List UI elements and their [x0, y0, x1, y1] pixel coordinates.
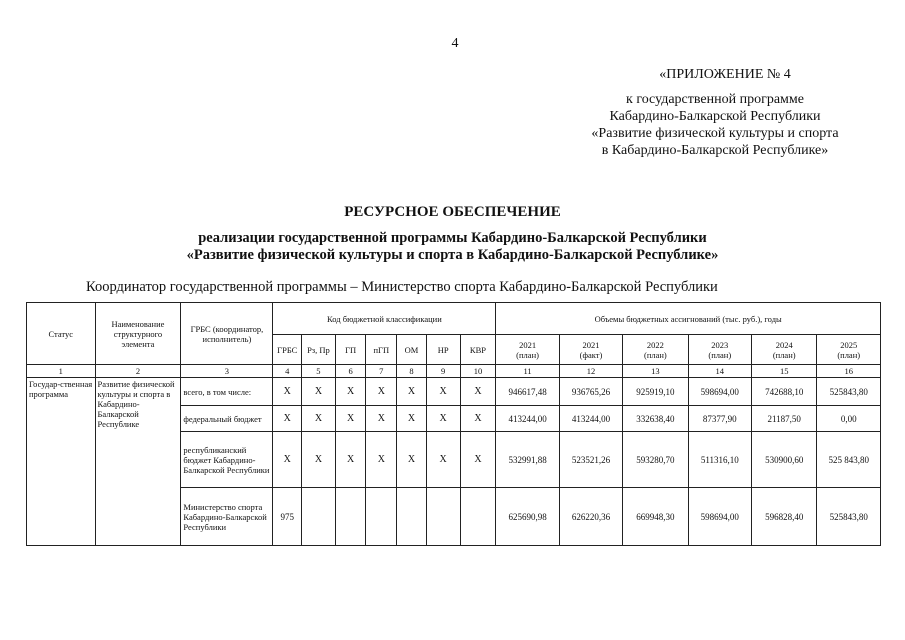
year-label: 2021	[582, 339, 600, 350]
code-cell: Х	[366, 378, 397, 406]
column-number: 11	[496, 365, 559, 378]
column-number: 13	[623, 365, 688, 378]
value-cell: 593280,70	[623, 432, 688, 488]
code-col-header: ГРБС	[273, 335, 302, 365]
value-cell: 532991,88	[496, 432, 559, 488]
header-status: Статус	[27, 303, 96, 365]
code-col-header: пГП	[366, 335, 397, 365]
header-volumes: Объемы бюджетных ассигнований (тыс. руб.), годы	[496, 303, 881, 335]
year-col-header	[688, 335, 751, 365]
code-col-header: ОМ	[397, 335, 427, 365]
code-cell	[426, 488, 460, 546]
column-number: 6	[335, 365, 366, 378]
annex-title: «ПРИЛОЖЕНИЕ № 4	[659, 67, 791, 82]
column-number: 14	[688, 365, 751, 378]
table-row	[27, 378, 881, 406]
code-cell: Х	[366, 432, 397, 488]
code-cell: Х	[302, 432, 336, 488]
code-cell: Х	[335, 378, 366, 406]
code-col-header: КВР	[460, 335, 496, 365]
code-cell: Х	[397, 406, 427, 432]
header-element-name: Наименование структурного элемента	[95, 303, 181, 365]
year-label: 2021	[519, 339, 537, 350]
year-label: 2023	[711, 339, 729, 350]
code-cell: Х	[335, 432, 366, 488]
value-cell: 598694,00	[688, 378, 751, 406]
code-cell: Х	[426, 432, 460, 488]
code-cell: Х	[426, 406, 460, 432]
column-number: 7	[366, 365, 397, 378]
code-cell	[366, 488, 397, 546]
year-kind: (план)	[643, 349, 667, 360]
year-col-header	[496, 335, 559, 365]
value-cell: 530900,60	[751, 432, 816, 488]
value-cell: 925919,10	[623, 378, 688, 406]
annex-line: Кабардино-Балкарской Республики	[609, 109, 821, 124]
column-number: 15	[751, 365, 816, 378]
document-subtitle	[0, 230, 905, 264]
value-cell: 87377,90	[688, 406, 751, 432]
column-number: 1	[27, 365, 96, 378]
code-col-header: ГП	[335, 335, 366, 365]
column-number: 2	[95, 365, 181, 378]
year-col-header	[751, 335, 816, 365]
grbs-cell: всего, в том числе:	[181, 378, 273, 406]
value-cell: 742688,10	[751, 378, 816, 406]
year-kind: (факт)	[579, 349, 603, 360]
value-cell: 413244,00	[559, 406, 622, 432]
value-cell: 0,00	[817, 406, 881, 432]
column-number-row	[27, 365, 881, 378]
year-label: 2022	[646, 339, 664, 350]
value-cell: 525843,80	[817, 488, 881, 546]
annex-block	[560, 66, 870, 159]
code-cell: Х	[460, 378, 496, 406]
column-number: 10	[460, 365, 496, 378]
value-cell: 626220,36	[559, 488, 622, 546]
column-number: 12	[559, 365, 622, 378]
code-cell: Х	[273, 378, 302, 406]
subtitle-line-2: «Развитие физической культуры и спорта в Кабардино-Балкарской Республике»	[186, 247, 719, 263]
header-budget-code: Код бюджетной классификации	[273, 303, 496, 335]
grbs-cell: федеральный бюджет	[181, 406, 273, 432]
code-cell: Х	[366, 406, 397, 432]
year-kind: (план)	[772, 349, 796, 360]
grbs-cell: Министерство спорта Кабардино-Балкарской Республики	[181, 488, 273, 546]
value-cell: 413244,00	[496, 406, 559, 432]
coordinator-line: Координатор государственной программы – Министерство спорта Кабардино-Балкарской Республики	[86, 279, 718, 295]
value-cell: 525 843,80	[817, 432, 881, 488]
column-number: 16	[817, 365, 881, 378]
value-cell: 21187,50	[751, 406, 816, 432]
year-label: 2025	[840, 339, 858, 350]
resource-table	[26, 302, 881, 546]
annex-line: в Кабардино-Балкарской Республике»	[601, 143, 829, 158]
year-kind: (план)	[516, 349, 539, 360]
code-cell: 975	[273, 488, 302, 546]
column-number: 4	[273, 365, 302, 378]
column-number: 3	[181, 365, 273, 378]
value-cell: 511316,10	[688, 432, 751, 488]
element-name-cell: Развитие физической культуры и спорта в Кабардино-Балкарской Республике	[95, 378, 181, 546]
year-col-header	[623, 335, 688, 365]
column-number: 8	[397, 365, 427, 378]
year-col-header	[817, 335, 881, 365]
value-cell: 525843,80	[817, 378, 881, 406]
code-cell: Х	[273, 432, 302, 488]
code-cell: Х	[426, 378, 460, 406]
column-number: 9	[426, 365, 460, 378]
code-cell: Х	[460, 432, 496, 488]
code-cell	[460, 488, 496, 546]
code-col-header: Рз, Пр	[302, 335, 336, 365]
code-cell: Х	[460, 406, 496, 432]
year-col-header	[559, 335, 622, 365]
page-number: 4	[451, 36, 459, 51]
value-cell: 936765,26	[559, 378, 622, 406]
document-title: РЕСУРСНОЕ ОБЕСПЕЧЕНИЕ	[344, 204, 561, 220]
code-cell: Х	[335, 406, 366, 432]
value-cell: 523521,26	[559, 432, 622, 488]
value-cell: 669948,30	[623, 488, 688, 546]
status-cell: Государ-ственная программа	[27, 378, 96, 546]
header-grbs: ГРБС (координатор, исполнитель)	[181, 303, 273, 365]
code-cell: Х	[302, 406, 336, 432]
value-cell: 946617,48	[496, 378, 559, 406]
code-cell: Х	[397, 432, 427, 488]
year-kind: (план)	[837, 349, 861, 360]
annex-line: «Развитие физической культуры и спорта	[591, 126, 839, 141]
code-cell: Х	[302, 378, 336, 406]
code-cell: Х	[273, 406, 302, 432]
value-cell: 596828,40	[751, 488, 816, 546]
grbs-cell: республиканский бюджет Кабардино-Балкарской Республики	[181, 432, 273, 488]
code-cell	[397, 488, 427, 546]
code-col-header: НР	[426, 335, 460, 365]
year-kind: (план)	[708, 349, 732, 360]
column-number: 5	[302, 365, 336, 378]
value-cell: 625690,98	[496, 488, 559, 546]
subtitle-line-1: реализации государственной программы Кабардино-Балкарской Республики	[198, 230, 707, 246]
year-label: 2024	[775, 339, 793, 350]
value-cell: 332638,40	[623, 406, 688, 432]
value-cell: 598694,00	[688, 488, 751, 546]
code-cell	[335, 488, 366, 546]
annex-line: к государственной программе	[626, 92, 804, 107]
code-cell	[302, 488, 336, 546]
code-cell: Х	[397, 378, 427, 406]
header-row-1	[27, 303, 881, 335]
